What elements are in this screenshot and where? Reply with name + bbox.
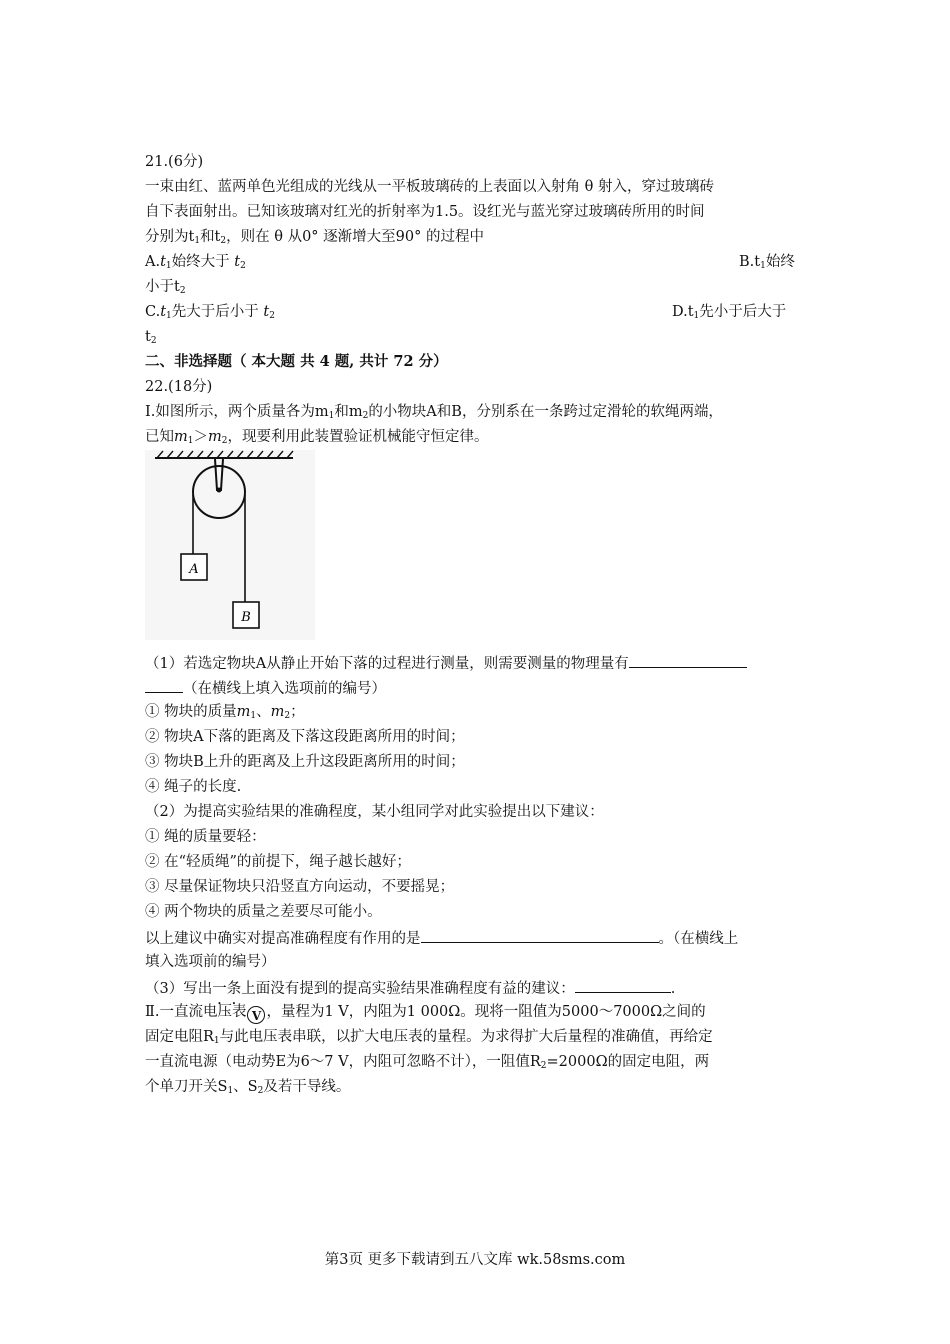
q21-stem-line2: 自下表面射出。已知该玻璃对红光的折射率为1.5。设红光与蓝光穿过玻璃砖所用的时间 [145, 204, 705, 220]
block-a-label: A [189, 562, 199, 577]
q22-p1-line1: （1）若选定物块A从静止开始下落的过程进行测量，则需要测量的物理量有 [145, 653, 747, 673]
q21-option-a: $A.t_1$始终大于 $t_2$ [145, 254, 246, 271]
answer-blank-1-cont[interactable] [145, 678, 183, 693]
q22-p2-opt4: ④ 两个物块的质量之差要尽可能小。 [145, 904, 382, 920]
q22-p2-line1: （2）为提高实验结果的准确程度，某小组同学对此实验提出以下建议： [145, 804, 604, 820]
block-b-label: B [241, 610, 251, 625]
q21-option-d: $D.t_1$先小于后大于 [672, 304, 787, 321]
pulley-axle [217, 488, 222, 493]
q22-p2-opt2: ② 在“轻质绳”的前提下，绳子越长越好； [145, 854, 411, 870]
q22-part1-line2: 已知$m_1>m_2$，现要利用此装置验证机械能守恒定律。 [145, 429, 489, 446]
q21-header: 21.(6分) [145, 154, 204, 170]
q22-p3-line: （3）写出一条上面没有提到的提高实验结果准确程度有益的建议： . [145, 978, 675, 998]
q21-option-b: $B.t_1$始终 [739, 254, 795, 271]
q22-p1-opt2: ② 物块A下落的距离及下落这段距离所用的时间； [145, 729, 465, 745]
section-title: 二、非选择题（ 本大题 共 4 题, 共计 72 分） [145, 353, 448, 370]
q21-option-b-cont: 小于$t_2$ [145, 279, 186, 296]
q21-stem-line1: 一束由红、蓝两单色光组成的光线从一平板玻璃砖的上表面以入射角 θ 射入，穿过玻璃砖 [145, 179, 714, 195]
q22-p1-opt3: ③ 物块B上升的距离及上升这段距离所用的时间； [145, 754, 465, 770]
q21-option-c: $C.t_1$先大于后小于 $t_2$ [145, 304, 275, 321]
q22-part1-line1: Ⅰ.如图所示，两个质量各为$m_1$和$m_2$的小物块A和B，分别系在一条跨过定滑轮的软绳两端， [145, 404, 723, 421]
q22-p1-opt1: ① 物块的质量$m_1$、$m_2$； [145, 704, 305, 721]
q21-stem-line3: 分别为$t_1$和$t_2$，则在 θ 从0° 逐渐增大至90° 的过程中 [145, 229, 484, 246]
q22-p2-opt1: ① 绳的质量要轻： [145, 829, 266, 845]
answer-blank-1[interactable] [629, 653, 747, 668]
q22-part2-line1: Ⅱ.一直流电压表 V ，量程为1 V，内阻为1 000Ω。现将一阻值为5000～7000Ω之间的 [145, 1004, 706, 1023]
q22-part2-line3: 一直流电源（电动势E为6～7 V，内阻可忽略不计），一阻值$R_2=2000\Omega$的固定电阻，两 [145, 1054, 710, 1071]
pulley-diagram [145, 450, 315, 640]
q21-option-d-cont: $t_2$ [145, 329, 157, 346]
q22-p2-opt3: ③ 尽量保证物块只沿竖直方向运动，不要摇晃； [145, 879, 455, 895]
answer-blank-2[interactable] [421, 928, 659, 943]
answer-blank-3[interactable] [575, 978, 671, 993]
q22-header: 22.(18分) [145, 379, 213, 395]
page-footer: 第3页 更多下载请到五八文库 wk.58sms.com [324, 1252, 626, 1268]
q22-part2-line2: 固定电阻$R_1$与此电压表串联，以扩大电压表的量程。为求得扩大后量程的准确值，再给定 [145, 1029, 713, 1046]
voltmeter-icon: V [247, 1006, 265, 1024]
q22-p1-line2: （在横线上填入选项前的编号） [145, 678, 386, 698]
q22-p2-line7: 填入选项前的编号） [145, 954, 276, 970]
q22-part2-line4: 个单刀开关$S_1$、$S_2$及若干导线。 [145, 1079, 351, 1096]
q22-p2-line6: 以上建议中确实对提高准确程度有作用的是 。（在横线上 [145, 928, 738, 948]
q22-p1-opt4: ④ 绳子的长度. [145, 779, 242, 795]
figure-background [145, 450, 315, 640]
